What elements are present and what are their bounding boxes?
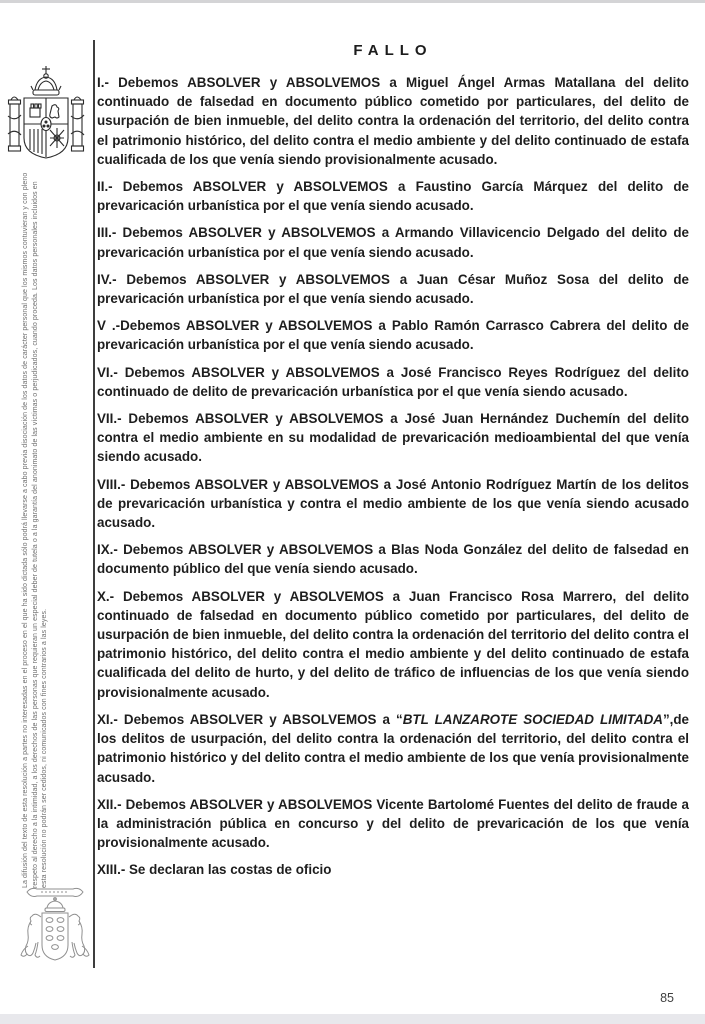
ruling-paragraph: XIII.- Se declaran las costas de oficio xyxy=(97,862,332,878)
page-title: FALLO xyxy=(353,42,433,59)
ruling-paragraph: XII.- Debemos ABSOLVER y ABSOLVEMOS Vicente Bartolomé Fuentes del delito de fraude a la administración pública en concurso y del delito de prevaricación de los que venía provisionalmente acusado. xyxy=(97,796,689,851)
ruling-paragraph: IV.- Debemos ABSOLVER y ABSOLVEMOS a Juan César Muñoz Sosa del delito de prevaricación urbanística por el que venía siendo acusado. xyxy=(97,271,689,307)
ruling-paragraph: IX.- Debemos ABSOLVER y ABSOLVEMOS a Blas Noda González del delito de falsedad en documento público del que venía siendo acusado. xyxy=(97,542,689,577)
bottom-edge-strip xyxy=(0,1014,705,1024)
ruling-paragraph: II.- Debemos ABSOLVER y ABSOLVEMOS a Faustino García Márquez del delito de prevaricación urbanística por el que venía siendo acusado. xyxy=(97,179,689,214)
margin-disclaimer: La difusión del texto de esta resolución a partes no interesadas en el proceso en el que ha sido dictada sólo podrá llevarse a cabo previa disociación de los datos de carácter personal que los mismos contuvieran y con pleno respeto al derecho a la intimidad, a los derechos de las personas que requieran un especial deber de tutela o a la garantía del anonimato de las víctimas o perjudicados, cuando proceda. Los datos personales incluidos en esta resolución no podrán ser cedidos, ni comunicados con fines contrarios a las leyes. xyxy=(22,172,49,888)
canary-islands-coat-of-arms-icon xyxy=(11,884,99,986)
ruling-paragraph: X.- Debemos ABSOLVER y ABSOLVEMOS a Juan Francisco Rosa Marrero, del delito continuado de falsedad en documento público cometido por particulares, del delito de usurpación de bien inmueble, del delito contra la ordenación del territorio del delito contra el patrimonio histórico, del delito contra el medio ambiente y del delito continuado de estafa cualificada del delito de hurto, y del delito de tráfico de influencias de los que venía siendo provisionalmente acusado. xyxy=(97,588,689,700)
ruling-paragraph: VI.- Debemos ABSOLVER y ABSOLVEMOS a José Francisco Reyes Rodríguez del delito continuado de delito de prevaricación urbanística por el que venía siendo acusado. xyxy=(97,364,689,399)
ruling-paragraph: V .-Debemos ABSOLVER y ABSOLVEMOS a Pablo Ramón Carrasco Cabrera del delito de prevaricación urbanística por el que venía siendo acusado. xyxy=(97,318,689,353)
ruling-paragraph: VIII.- Debemos ABSOLVER y ABSOLVEMOS a José Antonio Rodríguez Martín de los delitos de prevaricación urbanística y contra el medio ambiente de los que venía siendo acusado acusado. xyxy=(97,476,689,531)
ruling-paragraph: VII.- Debemos ABSOLVER y ABSOLVEMOS a José Juan Hernández Duchemín del delito contra el medio ambiente en su modalidad de prevaricación medioambiental del que venía siendo acusado. xyxy=(97,411,689,465)
rulings xyxy=(97,73,689,880)
margin-rule xyxy=(93,40,95,968)
top-edge-strip xyxy=(0,0,705,3)
ruling-paragraph: I.- Debemos ABSOLVER y ABSOLVEMOS a Miguel Ángel Armas Matallana del delito continuado de falsedad en documento público cometido por particulares, del delito de usurpación de bien inmueble, del delito contra la ordenación del territorio, del delito contra el patrimonio histórico, del delito contra el medio ambiente y del delito continuado de estafa cualificada de los que venía siendo provisionalmente acusado. xyxy=(97,75,689,167)
ruling-paragraph: III.- Debemos ABSOLVER y ABSOLVEMOS a Armando Villavicencio Delgado del delito de prevaricación urbanística por el que venía siendo acusado. xyxy=(97,225,689,260)
page-number: 85 xyxy=(660,991,674,1005)
ruling-paragraph: XI.- Debemos ABSOLVER y ABSOLVEMOS a “BTL LANZAROTE SOCIEDAD LIMITADA”,de los delitos de usurpación, del delito contra la ordenación del territorio, del delito contra el patrimonio histórico y del delito contra el medio ambiente de los que venía provisionalmente acusado. xyxy=(97,711,689,785)
spain-coat-of-arms-icon xyxy=(7,60,85,178)
main-content xyxy=(97,42,689,888)
